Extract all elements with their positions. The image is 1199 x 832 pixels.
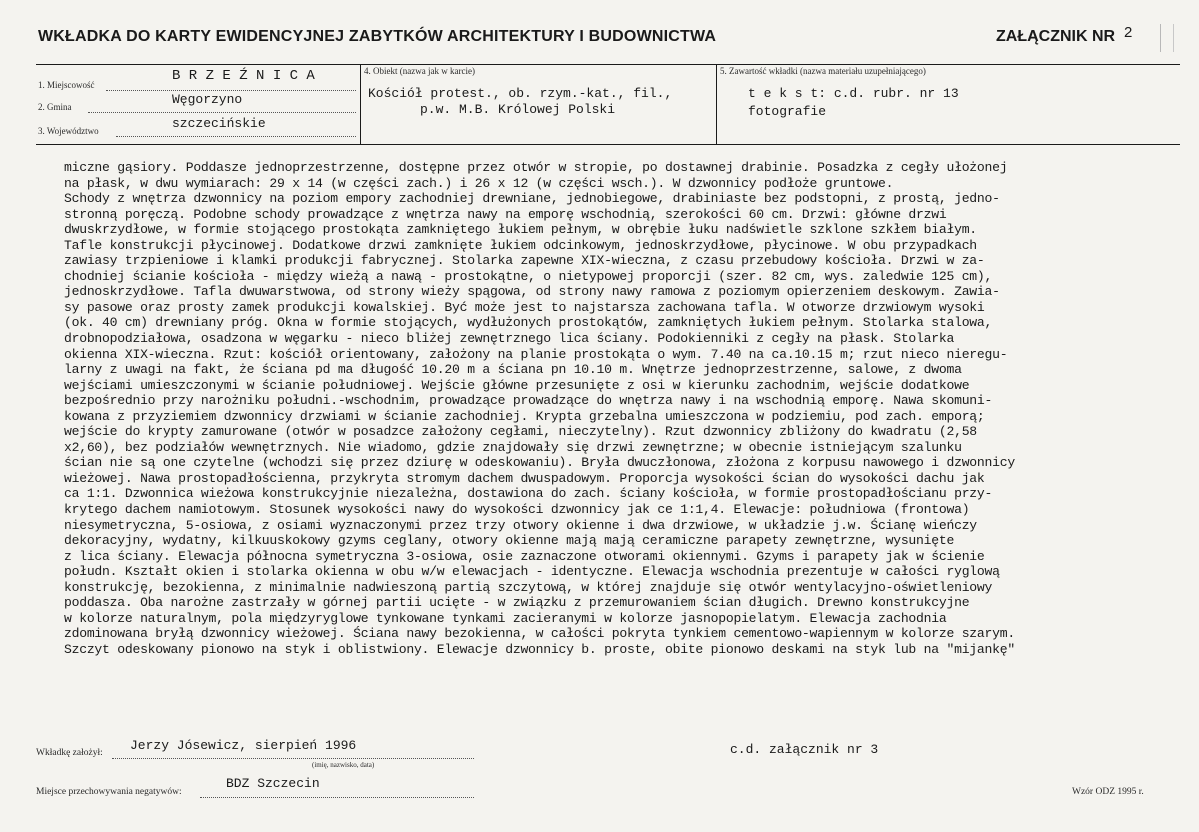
voivodeship-label: 3. Województwo xyxy=(38,126,99,136)
contents-value-line1: t e k s t: c.d. rubr. nr 13 xyxy=(748,86,959,101)
text-line: krytego dachem namiotowym. Stosunek wysokości nawy do wysokości dzwonnicy jak ce 1:1,4. Elewacje: południowa (frontowa) xyxy=(64,502,970,518)
description-text xyxy=(64,160,1194,658)
continuation-note: c.d. załącznik nr 3 xyxy=(730,742,879,757)
text-line: Tafle konstrukcji płycinowej. Dodatkowe drzwi zamknięte łukiem odcinkowym, jednoskrzydłowe, płycinowe. W obu przypadkach xyxy=(64,237,977,253)
text-line: wieżowej. Nawa prostopadłościenna, przykryta stromym dachem dwuspadowym. Proporcja wysokości ścian do wysokości dachu jak xyxy=(64,470,985,486)
locality-dotline xyxy=(106,90,356,91)
text-line: na płask, w dwu wymiarach: 29 x 14 (w części zach.) i 26 x 12 (w części wsch.). W dzwonnicy podłoże gruntowe. xyxy=(64,175,894,191)
commune-label: 2. Gmina xyxy=(38,102,72,112)
text-line: zawiasy trzpieniowe i klamki produkcji fabrycznej. Stolarka zapewne XIX-wieczna, z czasu przebudowy kościoła. Drzwi w za- xyxy=(64,253,985,269)
header-rule-top xyxy=(36,64,1180,65)
text-line: wejście do krypty zamurowane (otwór w posadzce założony cegłami, nieczytelny). Rzut dzwonnicy zbliżony do kwadratu (2,58 xyxy=(64,424,977,440)
text-line: stronną poręczą. Podobne schody prowadzące z wnętrza nawy na emporę wschodnią, szerokości 60 cm. Drzwi: główne drzwi xyxy=(64,206,947,222)
text-line: okienna XIX-wieczna. Rzut: kościół orientowany, założony na planie prostokąta o wym. 7.40 na ca.10.15 m; rzut nieco nieregu- xyxy=(64,346,1008,362)
text-line: drobnopodziałowa, osadzona w węgarku - nieco bliżej zewnętrznego lica ściany. Podokienniki z cegły na płask. Stolarka xyxy=(64,331,955,347)
text-line: Schody z wnętrza dzwonnicy na poziom empory zachodniej drewniane, jednobiegowe, drabiniaste bez podstopni, z prostą, jedno- xyxy=(64,191,1000,207)
commune-dotline xyxy=(88,112,356,113)
text-line: (ok. 40 cm) drewniany próg. Okna w formie stojących, wydłużonych prostokątów, zamkniętych łukiem pełnym. Stolarka stalowa, xyxy=(64,315,993,331)
object-label: 4. Obiekt (nazwa jak w karcie) xyxy=(364,66,475,76)
voivodeship-dotline xyxy=(116,136,356,137)
text-line: poddasza. Oba narożne zastrzały w górnej partii ucięte - w związku z przemurowaniem ścian długich. Drewno konstrukcyjne xyxy=(64,595,970,611)
contents-label: 5. Zawartość wkładki (nazwa materiału uzupełniającego) xyxy=(720,66,926,76)
text-line: sy pasowe oraz prosty zamek produkcji kowalskiej. Być może jest to najstarsza zachowana tafla. W otworze drzwiowym wysoki xyxy=(64,299,985,315)
text-line: ścian nie są one czytelne (wchodzi się przez dziurę w odeskowaniu). Bryła dwuczłonowa, złożona z korpusu nawowego i dzwonnicy xyxy=(64,455,1015,471)
text-line: zdominowana bryłą dzwonnicy wieżowej. Ściana nawy bezokienna, w całości pokryta tynkiem cementowo-wapiennym w kolorze szarym. xyxy=(64,626,1015,642)
text-line: Szczyt odeskowany pionowo na styk i oblistwiony. Elewacje dzwonnicy b. proste, obite pionowo deskami na styk lub na "mijankę" xyxy=(64,641,1015,657)
annex-number: 2 xyxy=(1124,24,1133,41)
locality-label: 1. Miejscowość xyxy=(38,80,95,90)
commune-value: Węgorzyno xyxy=(172,92,243,107)
text-line: dekoracyjny, wydatny, kilkuuskokowy gzyms ceglany, otwory okienne mają mają ceramiczne parapety zewnętrzne, wysunięte xyxy=(64,533,955,549)
text-line: ca 1:1. Dzwonnica wieżowa konstrukcyjnie niezależna, dostawiona do zach. ściany kościoła, w formie prostopadłościanu przy- xyxy=(64,486,993,502)
storage-dotline xyxy=(200,797,474,798)
locality-value: B R Z E Ź N I C A xyxy=(172,68,315,84)
annex-label: ZAŁĄCZNIK NR xyxy=(996,28,1116,45)
author-sublabel: (imię, nazwisko, data) xyxy=(312,761,375,769)
object-value-line2: p.w. M.B. Królowej Polski xyxy=(420,102,616,117)
margin-mark xyxy=(1160,24,1174,52)
text-line: kowana z przyziemiem dzwonnicy drzwiami w ścianie zachodniej. Krypta grzebalna umieszczona w podziemiu, pod zach. emporą; xyxy=(64,408,985,424)
text-line: wejściami umieszczonymi w ścianie południowej. Wejście główne przesunięte z osi w kierunku zachodnim, wejście dodatkowe xyxy=(64,377,970,393)
document-title: WKŁADKA DO KARTY EWIDENCYJNEJ ZABYTKÓW ARCHITEKTURY I BUDOWNICTWA xyxy=(38,28,717,45)
text-line: chodniej ścianie kościoła - między wieżą a nawą - prostokątne, o nietypowej proporcji (szer. 82 cm, wys. zaledwie 125 cm), xyxy=(64,268,993,284)
text-line: konstrukcję, bezokienna, z minimalnie nadwieszoną partią szczytową, w której znajduje się otwór wentylacyjno-oświetleniowy xyxy=(64,579,993,595)
text-line: jednoskrzydłowe. Tafla dwuwarstwowa, od strony wieży spągowa, od strony nawy ramowa z poziomym opierzeniem deskowym. Zawia- xyxy=(64,284,1000,300)
storage-value: BDZ Szczecin xyxy=(226,776,320,791)
text-line: dwuskrzydłowe, w formie stojącego prostokąta zamkniętego łukiem pełnym, w obrębie łuku nadświetle szklone szkłem białym. xyxy=(64,222,977,238)
text-line: niesymetryczna, 5-osiowa, z osiami wyznaczonymi przez trzy otwory okienne i dwa drzwiowe, w układzie j.w. Ścianę wieńczy xyxy=(64,517,977,533)
author-dotline xyxy=(112,758,474,759)
form-id: Wzór ODZ 1995 r. xyxy=(1072,787,1144,797)
header-rule-bottom xyxy=(36,144,1180,145)
voivodeship-value: szczecińskie xyxy=(172,116,266,131)
text-line: miczne gąsiory. Poddasze jednoprzestrzenne, dostępne przez otwór w stropie, po dostawnej drabinie. Posadzka z cegły ułożonej xyxy=(64,160,1008,175)
text-line: larny z uwagi na fakt, że ściana pd ma długość 10.20 m a ściana pn 10.10 m. Wnętrze jednoprzestrzenne, salowe, z dwoma xyxy=(64,362,962,378)
text-line: bezpośrednio przy narożniku południ.-wschodnim, prowadzące prowadzące do wnętrza nawy i na wschodnią emporę. Nawa skomuni- xyxy=(64,393,993,409)
contents-value-line2: fotografie xyxy=(748,104,827,119)
header-divider-2 xyxy=(716,64,717,144)
text-line: x2,60), bez podziałów wewnętrznych. Nie wiadomo, gdzie znajdowały się drzwi zewnętrzne; w obecnie istniejącym szalunku xyxy=(64,439,962,455)
author-label: Wkładkę założył: xyxy=(36,748,103,758)
text-line: połudn. Kształt okien i stolarka okienna w obu w/w elewacjach - identyczne. Elewacja wschodnia prezentuje w całości ryglową xyxy=(64,564,1000,580)
text-line: z lica ściany. Elewacja północna symetryczna 3-osiowa, osie zaznaczone otworami okiennymi. Gzyms i parapety jak w ścienie xyxy=(64,548,985,564)
storage-label: Miejsce przechowywania negatywów: xyxy=(36,787,182,797)
text-line: w kolorze naturalnym, pola międzyryglowe tynkowane tynkami zacieranymi w kolorze jasnopopielatym. Elewacja zachodnia xyxy=(64,610,947,626)
object-value-line1: Kościół protest., ob. rzym.-kat., fil., xyxy=(368,86,673,101)
author-value: Jerzy Jósewicz, sierpień 1996 xyxy=(130,738,357,753)
header-divider-1 xyxy=(360,64,361,144)
